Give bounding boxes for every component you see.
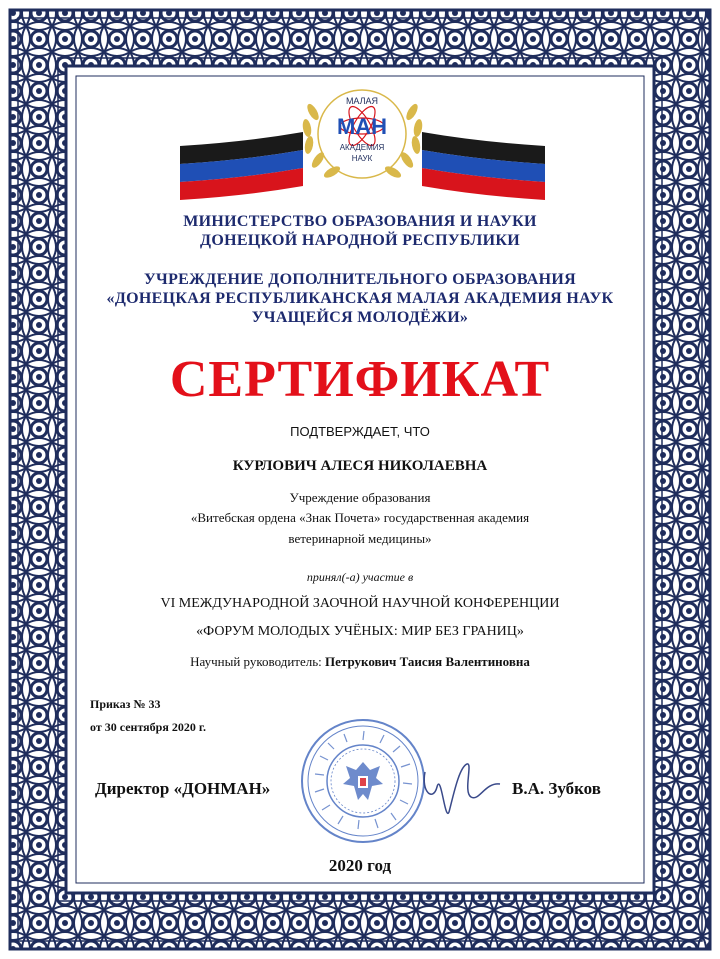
institution-line1: УЧРЕЖДЕНИЕ ДОПОЛНИТЕЛЬНОГО ОБРАЗОВАНИЯ bbox=[144, 271, 576, 288]
ministry-line2: ДОНЕЦКОЙ НАРОДНОЙ РЕСПУБЛИКИ bbox=[200, 232, 520, 249]
certificate-year: 2020 год bbox=[328, 856, 392, 875]
man-logo bbox=[175, 82, 550, 200]
ministry-line1: МИНИСТЕРСТВО ОБРАЗОВАНИЯ И НАУКИ bbox=[183, 213, 537, 230]
institution-line2: «ДОНЕЦКАЯ РЕСПУБЛИКАНСКАЯ МАЛАЯ АКАДЕМИЯ НАУК bbox=[106, 290, 614, 307]
participation-text: принял(-а) участие в bbox=[306, 570, 414, 584]
certificate-title: СЕРТИФИКАТ bbox=[169, 351, 551, 408]
supervisor bbox=[0, 654, 720, 670]
order-date: от 30 сентября 2020 г. bbox=[90, 720, 206, 734]
supervisor-label: Научный руководитель: bbox=[190, 654, 322, 669]
logo-line2: АКАДЕМИЯ bbox=[339, 143, 385, 152]
logo-line1: МАЛАЯ bbox=[345, 96, 379, 106]
logo-abbr: МАН bbox=[336, 114, 388, 139]
institution-line3: УЧАЩЕЙСЯ МОЛОДЁЖИ» bbox=[251, 309, 469, 326]
supervisor-name: Петрукович Таисия Валентиновна bbox=[325, 654, 530, 669]
organization-line2: «Витебская ордена «Знак Почета» государственная академия bbox=[190, 510, 530, 525]
director-name: В.А. Зубков bbox=[512, 779, 601, 798]
event-line2: «ФОРУМ МОЛОДЫХ УЧЁНЫХ: МИР БЕЗ ГРАНИЦ» bbox=[196, 624, 524, 639]
order-number: Приказ № 33 bbox=[90, 697, 161, 711]
director-signature bbox=[415, 752, 505, 832]
organization-line1: Учреждение образования bbox=[289, 490, 431, 505]
event-line1: VI МЕЖДУНАРОДНОЙ ЗАОЧНОЙ НАУЧНОЙ КОНФЕРЕНЦИИ bbox=[160, 596, 560, 611]
organization-line3: ветеринарной медицины» bbox=[288, 531, 432, 546]
confirms-text: ПОДТВЕРЖДАЕТ, ЧТО bbox=[290, 424, 430, 439]
official-stamp bbox=[298, 716, 428, 846]
logo-line3: НАУК bbox=[351, 154, 373, 163]
recipient-name: КУРЛОВИЧ АЛЕСЯ НИКОЛАЕВНА bbox=[232, 458, 488, 474]
director-position: Директор «ДОНМАН» bbox=[95, 779, 271, 798]
